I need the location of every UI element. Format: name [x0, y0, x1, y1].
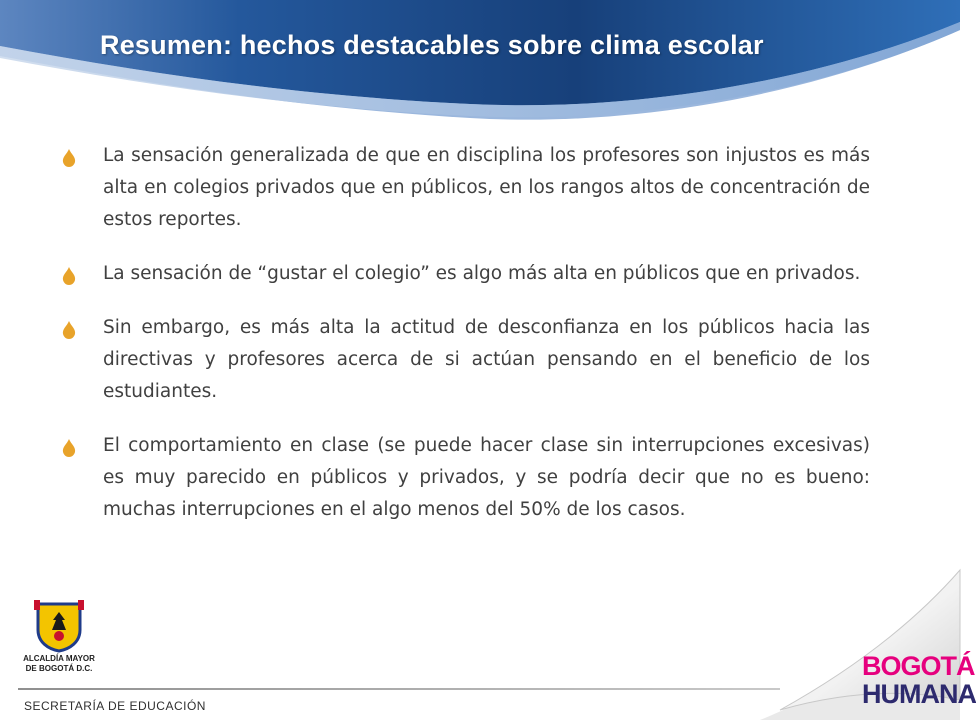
header-banner: [0, 0, 960, 130]
bullet-text: La sensación de “gustar el colegio” es algo más alta en públicos que en privados.: [103, 263, 861, 284]
bullet-item: [62, 430, 870, 526]
footer-department: SECRETARÍA DE EDUCACIÓN: [24, 699, 206, 713]
header-wave-graphic: [0, 0, 960, 130]
footer-divider: [18, 688, 780, 690]
crest-caption-line2: DE BOGOTÁ D.C.: [25, 664, 93, 673]
bullet-text: La sensación generalizada de que en disciplina los profesores son injustos es más alta en colegios privados que en públicos, en los rangos altos de concentración de estos reportes.: [103, 145, 870, 230]
bullet-text: El comportamiento en clase (se puede hacer clase sin interrupciones excesivas) es muy parecido en públicos y privados, y se podría decir que no es bueno: muchas interrupciones en el algo menos del 50% de los casos.: [103, 435, 870, 520]
flame-bullet-icon: [62, 267, 76, 285]
bullet-text: Sin embargo, es más alta la actitud de desconfianza en los públicos hacia las directivas y profesores acerca de si actúan pensando en el beneficio de los estudiantes.: [103, 317, 870, 402]
bogota-humana-logo: [862, 651, 976, 709]
brand-line1: BOGOTÁ: [862, 651, 975, 681]
flame-bullet-icon: [62, 321, 76, 339]
crest-caption-line1: ALCALDÍA MAYOR: [23, 654, 95, 663]
bullet-item: [62, 258, 870, 290]
flame-bullet-icon: [62, 439, 76, 457]
bullet-list: [62, 140, 870, 548]
flame-bullet-icon: [62, 149, 76, 167]
bullet-item: [62, 312, 870, 408]
bullet-item: [62, 140, 870, 236]
crest-caption: [18, 654, 100, 674]
coat-of-arms-icon: [30, 600, 88, 652]
slide-title: Resumen: hechos destacables sobre clima escolar: [100, 30, 764, 60]
brand-line2: HUMANA: [862, 679, 976, 709]
